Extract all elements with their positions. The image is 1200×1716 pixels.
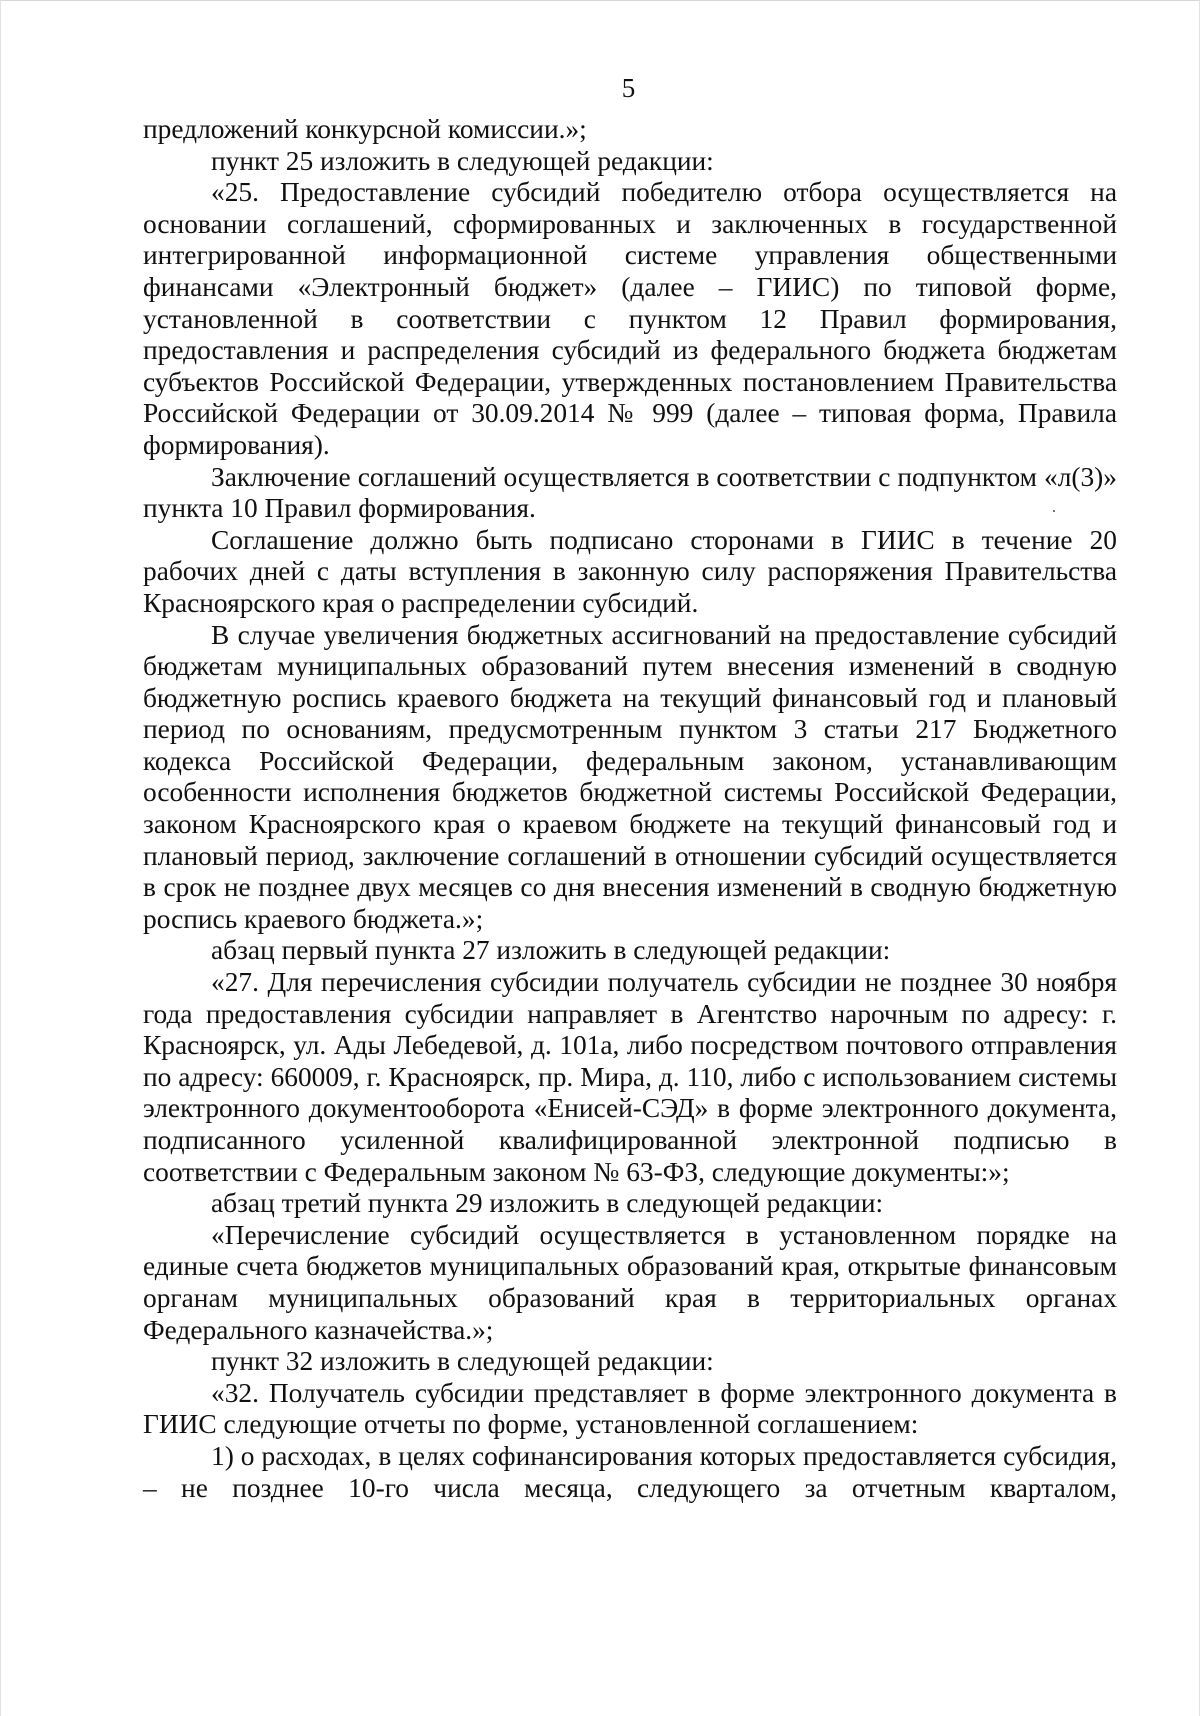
paragraph: абзац третий пункта 29 изложить в следующей редакции:: [211, 1188, 884, 1219]
paragraph: Заключение соглашений осуществляется в соответствии с подпунктом «л(3)» пункта 10 Правил формирования.: [143, 461, 1117, 524]
paragraph: предложений конкурсной комиссии.»;: [143, 114, 587, 144]
paragraph: «32. Получатель субсидии представляет в форме электронного документа в ГИИС следующие отчеты по форме, установленной соглашением:: [143, 1377, 1117, 1440]
paragraph: пункт 25 изложить в следующей редакции:: [211, 145, 714, 176]
paragraph: «Перечисление субсидий осуществляется в установленном порядке на единые счета бюджетов муниципальных образований края, открытые финансовым органам муниципальных образований края в территориальных органах Федерального казначейства.»;: [143, 1219, 1117, 1345]
paragraph: «27. Для перечисления субсидии получатель субсидии не позднее 30 ноября года предоставления субсидии направляет в Агентство нарочным по адресу: г. Красноярск, ул. Ады Лебедевой, д. 101а, либо посредством почтового отправления по адресу: 660009, г. Красноярск, пр. Мира, д. 110, либо с использованием системы электронного документооборота «Енисей-СЭД» в форме электронного документа, подписанного усиленной квалифицированной электронной подписью в соответствии с Федеральным законом № 63-ФЗ, следующие документы:»;: [143, 967, 1117, 1187]
paragraph: Соглашение должно быть подписано сторонами в ГИИС в течение 20 рабочих дней с даты вступления в законную силу распоряжения Правительства Красноярского края о распределении субсидий.: [143, 524, 1117, 618]
document-body: [143, 114, 1117, 1504]
paragraph: абзац первый пункта 27 изложить в следующей редакции:: [211, 935, 891, 966]
paragraph: 1) о расходах, в целях софинансирования которых предоставляется субсидия, – не позднее 10-го числа месяца, следующего за отчетным кварталом,: [143, 1440, 1117, 1503]
page-number: 5: [621, 73, 636, 103]
scan-speck: [1053, 510, 1055, 512]
paragraph: пункт 32 изложить в следующей редакции:: [211, 1346, 714, 1377]
paragraph: «25. Предоставление субсидий победителю отбора осуществляется на основании соглашений, сформированных и заключенных в государственной интегрированной информационной системе управления общественными финансами «Электронный бюджет» (далее – ГИИС) по типовой форме, установленной в соответствии с пунктом 12 Правил формирования, предоставления и распределения субсидий из федерального бюджета бюджетам субъектов Российской Федерации, утвержденных постановлением Правительства Российской Федерации от 30.09.2014 № 999 (далее – типовая форма, Правила формирования).: [143, 177, 1117, 460]
paragraph: В случае увеличения бюджетных ассигнований на предоставление субсидий бюджетам муниципальных образований путем внесения изменений в сводную бюджетную роспись краевого бюджета на текущий финансовый год и плановый период по основаниям, предусмотренным пунктом 3 статьи 217 Бюджетного кодекса Российской Федерации, федеральным законом, устанавливающим особенности исполнения бюджетов бюджетной системы Российской Федерации, законом Красноярского края о краевом бюджете на текущий финансовый год и плановый период, заключение соглашений в отношении субсидий осуществляется в срок не позднее двух месяцев со дня внесения изменений в сводную бюджетную роспись краевого бюджета.»;: [143, 619, 1117, 934]
